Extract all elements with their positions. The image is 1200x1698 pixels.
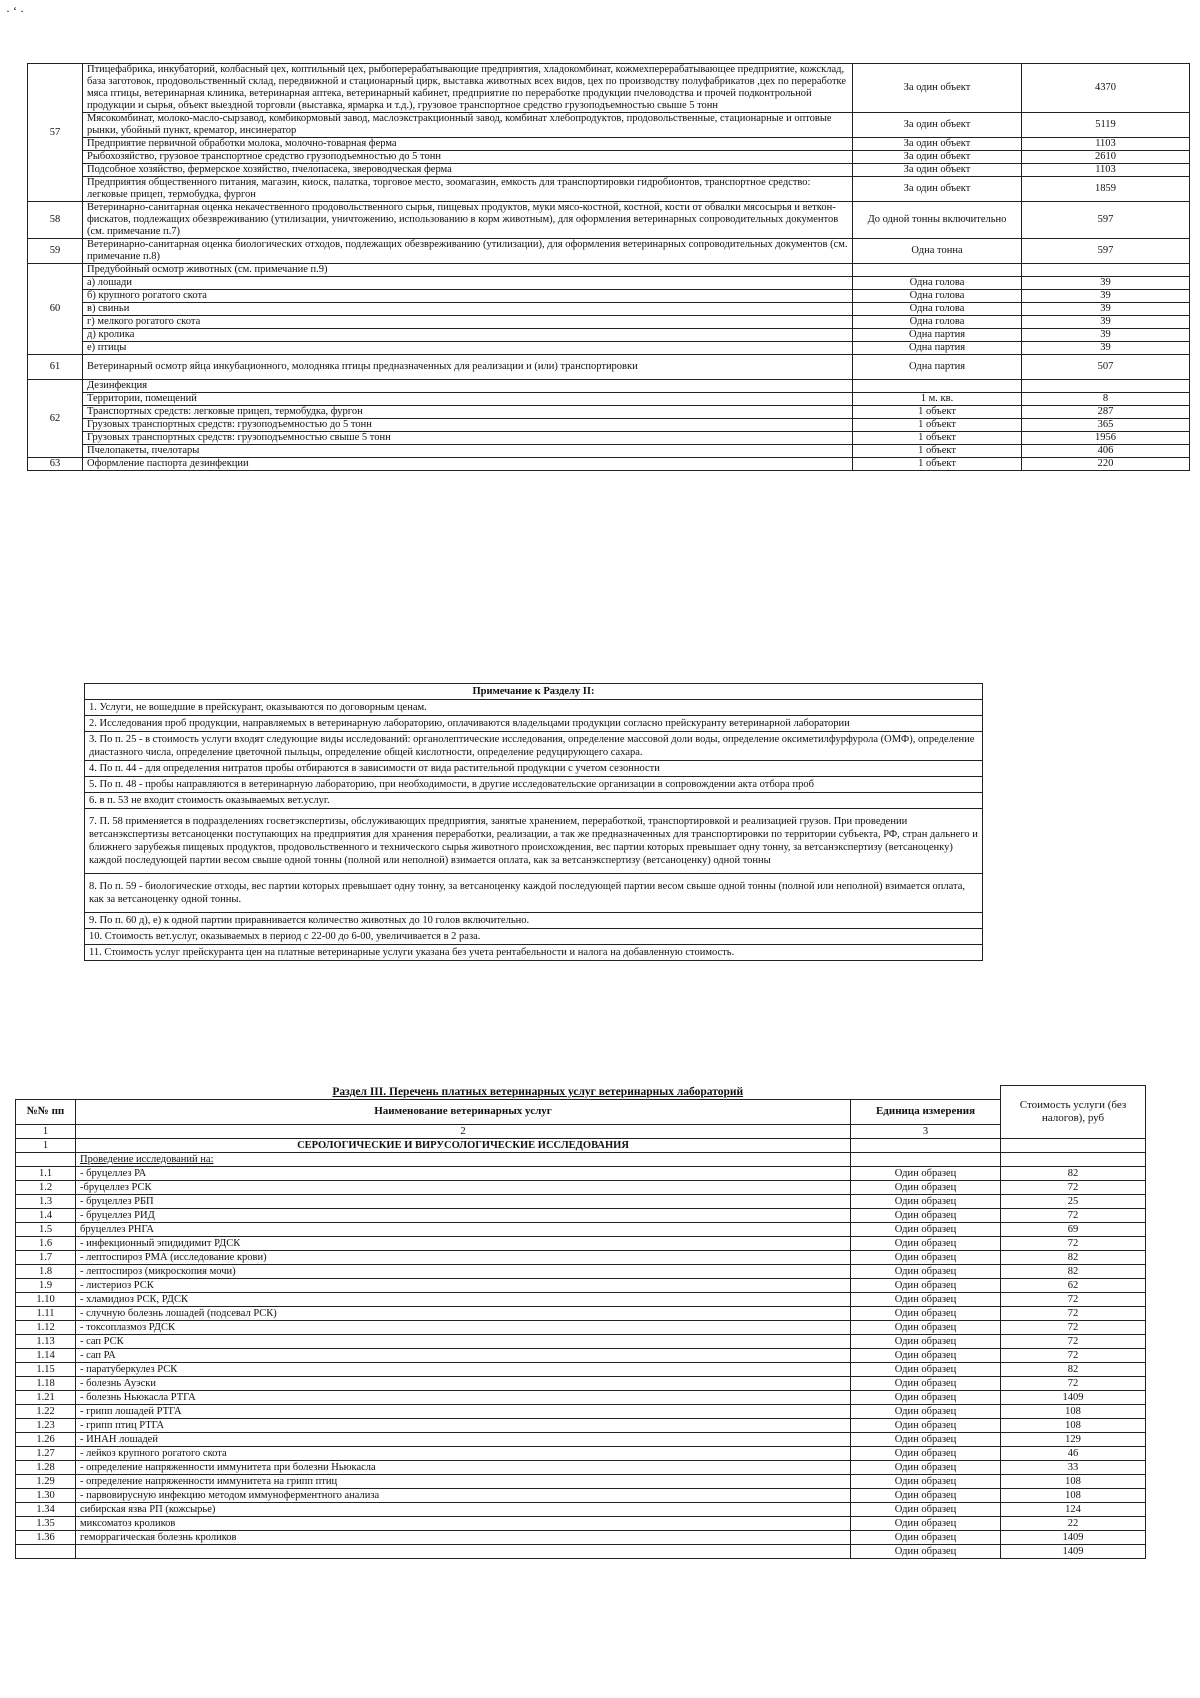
note-text: 10. Стоимость вет.услуг, оказываемых в период с 22-00 до 6-00, увеличивается в 2 раза. xyxy=(85,929,983,945)
table-row xyxy=(16,1544,1146,1558)
column-number: 2 xyxy=(76,1124,851,1138)
group-title: Дезинфекция xyxy=(83,380,853,393)
unit-of-measure: Один образец xyxy=(851,1222,1001,1236)
service-name: - бруцеллез РБП xyxy=(76,1194,851,1208)
row-code xyxy=(16,1544,76,1558)
price-value: 1409 xyxy=(1001,1530,1146,1544)
note-row xyxy=(85,913,983,929)
unit-of-measure: Один образец xyxy=(851,1502,1001,1516)
unit-of-measure: Одна голова xyxy=(853,277,1022,290)
section-title-row xyxy=(16,1086,1146,1100)
unit-of-measure: Один образец xyxy=(851,1432,1001,1446)
price-value: 39 xyxy=(1022,316,1190,329)
price-value: 33 xyxy=(1001,1460,1146,1474)
price-value xyxy=(1001,1152,1146,1166)
table-row xyxy=(16,1166,1146,1180)
price-value: 108 xyxy=(1001,1404,1146,1418)
table-row xyxy=(16,1236,1146,1250)
price-value: 129 xyxy=(1001,1432,1146,1446)
service-name: геморрагическая болезнь кроликов xyxy=(76,1530,851,1544)
price-value: 1859 xyxy=(1022,177,1190,202)
unit-of-measure: Один образец xyxy=(851,1194,1001,1208)
unit-of-measure: Один образец xyxy=(851,1166,1001,1180)
unit-of-measure: Один образец xyxy=(851,1320,1001,1334)
price-value: 72 xyxy=(1001,1334,1146,1348)
price-value: 39 xyxy=(1022,290,1190,303)
unit-of-measure: За один объект xyxy=(853,64,1022,113)
row-number: 59 xyxy=(28,239,83,264)
price-value xyxy=(1022,380,1190,393)
row-code: 1.26 xyxy=(16,1432,76,1446)
price-value: 39 xyxy=(1022,329,1190,342)
price-value: 72 xyxy=(1001,1180,1146,1194)
price-value: 507 xyxy=(1022,355,1190,380)
row-code: 1.14 xyxy=(16,1348,76,1362)
subheading-row xyxy=(16,1152,1146,1166)
table-row xyxy=(16,1446,1146,1460)
row-code: 1.23 xyxy=(16,1418,76,1432)
table-row xyxy=(28,113,1190,138)
table-row xyxy=(16,1306,1146,1320)
note-text: 7. П. 58 применяется в подразделениях госветэкспертизы, обслуживающих предприятия, занятые хранением, переработкой, транспортировкой и реализацией грузов. При проведении ветсанэкспертизы ветсаноценки поступающих на предприятия для хранения переработки, реализации, а так же предназначенных для транспортировки по территории субъекта, РФ, стран дальнего и ближнего зарубежья пищевых продуктов, продовольственного и технического сырья животного происхождения, вес партии которых превышает одну тонну, за ветсанэкспертизу (ветсаноценку) каждой последующей партии весом свыше одной тонны (полной или неполной) взимается оплата, как за ветсанэкспертизу (ветсаноценку) одной тонны xyxy=(85,809,983,874)
unit-of-measure: Один образец xyxy=(851,1474,1001,1488)
unit-of-measure: Один образец xyxy=(851,1208,1001,1222)
service-name: - инфекционный эпидидимит РДСК xyxy=(76,1236,851,1250)
service-name: - сап РА xyxy=(76,1348,851,1362)
table-row xyxy=(16,1418,1146,1432)
table-row xyxy=(16,1474,1146,1488)
service-name: -бруцеллез РСК xyxy=(76,1180,851,1194)
note-text: 6. в п. 53 не входит стоимость оказываемых вет.услуг. xyxy=(85,793,983,809)
unit-of-measure: Один образец xyxy=(851,1306,1001,1320)
table-row xyxy=(16,1222,1146,1236)
price-value: 1103 xyxy=(1022,138,1190,151)
unit-of-measure: Один образец xyxy=(851,1376,1001,1390)
table-row xyxy=(16,1516,1146,1530)
unit-of-measure: 1 м. кв. xyxy=(853,393,1022,406)
unit-of-measure: Один образец xyxy=(851,1530,1001,1544)
service-name: а) лошади xyxy=(83,277,853,290)
price-value: 220 xyxy=(1022,458,1190,471)
price-value: 69 xyxy=(1001,1222,1146,1236)
price-value: 124 xyxy=(1001,1502,1146,1516)
service-name: Мясокомбинат, молоко-масло-сырзавод, комбикормовый завод, маслоэкстракционный завод, комбинат хлебопродуктов, продовольственные, стационарные и оптовые рынки, убойный пункт, крематор, инсинератор xyxy=(83,113,853,138)
note-row xyxy=(85,761,983,777)
service-name: - парвовирусную инфекцию методом иммуноферментного анализа xyxy=(76,1488,851,1502)
service-name: - грипп лошадей РТГА xyxy=(76,1404,851,1418)
table-row xyxy=(16,1502,1146,1516)
price-value: 5119 xyxy=(1022,113,1190,138)
row-code: 1.27 xyxy=(16,1446,76,1460)
table-row xyxy=(16,1348,1146,1362)
service-name: - случную болезнь лошадей (подсевал РСК) xyxy=(76,1306,851,1320)
row-code: 1.4 xyxy=(16,1208,76,1222)
row-number: 63 xyxy=(28,458,83,471)
price-value: 4370 xyxy=(1022,64,1190,113)
row-code: 1.29 xyxy=(16,1474,76,1488)
notes-title: Примечание к Разделу II: xyxy=(85,684,983,700)
price-value: 72 xyxy=(1001,1320,1146,1334)
price-value: 82 xyxy=(1001,1166,1146,1180)
price-value: 22 xyxy=(1001,1516,1146,1530)
row-code: 1.9 xyxy=(16,1278,76,1292)
unit-of-measure: 1 объект xyxy=(853,445,1022,458)
table-row xyxy=(28,138,1190,151)
unit-of-measure: Один образец xyxy=(851,1292,1001,1306)
column-header-name: Наименование ветеринарных услуг xyxy=(76,1099,851,1124)
service-name: Транспортных средств: легковые прицеп, термобудка, фургон xyxy=(83,406,853,419)
service-name: Ветеринарно-санитарная оценка некачественного продовольственного сырья, пищевых продуктов, муки мясо-костной, костной, кости от обвалки мясосырья и ветконфискатов, подлежащих обезвреживанию (утилизации, уничтожению, использованию в корм животным), для оформления ветеринарных сопроводительных документов (см. примечание п.7) xyxy=(83,202,853,239)
table-row xyxy=(16,1460,1146,1474)
table-row xyxy=(28,355,1190,380)
price-value: 1956 xyxy=(1022,432,1190,445)
table-row xyxy=(28,177,1190,202)
row-number: 61 xyxy=(28,355,83,380)
unit-of-measure xyxy=(851,1138,1001,1152)
table-row xyxy=(16,1432,1146,1446)
service-name: - сап РСК xyxy=(76,1334,851,1348)
price-value: 597 xyxy=(1022,239,1190,264)
service-name: Птицефабрика, инкубаторий, колбасный цех, коптильный цех, рыбоперерабатывающие предприятия, хладокомбинат, кожмехперерабатывающее предприятие, кожсклад, база заготовок, продовольственный склад, передвижной и стационарный цирк, выставка животных всех видов, цех по производству полуфабрикатов ,цех по переработке мяса птицы, ветеринарная клиника, ветеринарная аптека, ветеринарный кабинет, предприятие по переработке продукции пчеловодства и прочей подконтрольной продукции и сырья, объект выездной торговли (выставка, ярмарка и т.д.), грузовое транспортное средство грузоподъемностью свыше 5 тонн xyxy=(83,64,853,113)
service-name: - хламидиоз РСК, РДСК xyxy=(76,1292,851,1306)
price-value: 2610 xyxy=(1022,151,1190,164)
row-code: 1.10 xyxy=(16,1292,76,1306)
service-name: - бруцеллез РИД xyxy=(76,1208,851,1222)
unit-of-measure: Одна голова xyxy=(853,303,1022,316)
table-row xyxy=(28,277,1190,290)
unit-of-measure: Один образец xyxy=(851,1180,1001,1194)
row-code: 1.2 xyxy=(16,1180,76,1194)
price-value: 287 xyxy=(1022,406,1190,419)
table-row xyxy=(28,432,1190,445)
price-value: 39 xyxy=(1022,277,1190,290)
price-value: 46 xyxy=(1001,1446,1146,1460)
service-name: Пчелопакеты, пчелотары xyxy=(83,445,853,458)
service-name: Ветеринарный осмотр яйца инкубационного, молодняка птицы предназначенных для реализации и (или) транспортировки xyxy=(83,355,853,380)
service-name: - грипп птиц РТГА xyxy=(76,1418,851,1432)
table-row xyxy=(16,1530,1146,1544)
corner-marks: · ʻ · xyxy=(6,4,24,18)
header-row xyxy=(16,1099,1146,1124)
row-code: 1.12 xyxy=(16,1320,76,1334)
table-row xyxy=(28,458,1190,471)
unit-of-measure: Одна партия xyxy=(853,355,1022,380)
unit-of-measure: Одна голова xyxy=(853,316,1022,329)
price-value: 39 xyxy=(1022,342,1190,355)
table-row xyxy=(16,1250,1146,1264)
table-row xyxy=(16,1362,1146,1376)
table-row xyxy=(28,419,1190,432)
service-name: сибирская язва РП (кожсырье) xyxy=(76,1502,851,1516)
price-value: 25 xyxy=(1001,1194,1146,1208)
note-text: 1. Услуги, не вошедшие в прейскурант, оказываются по договорным ценам. xyxy=(85,700,983,716)
notes-title-row xyxy=(85,684,983,700)
service-name: Подсобное хозяйство, фермерское хозяйство, пчелопасека, звероводческая ферма xyxy=(83,164,853,177)
column-header-number: №№ пп xyxy=(16,1099,76,1124)
price-value: 406 xyxy=(1022,445,1190,458)
table-row xyxy=(16,1208,1146,1222)
table-row xyxy=(28,239,1190,264)
note-text: 4. По п. 44 - для определения нитратов пробы отбираются в зависимости от вида растительной продукции с учетом сезонности xyxy=(85,761,983,777)
price-value: 72 xyxy=(1001,1236,1146,1250)
price-value: 1103 xyxy=(1022,164,1190,177)
row-number: 58 xyxy=(28,202,83,239)
table-row xyxy=(28,329,1190,342)
table-row xyxy=(16,1334,1146,1348)
column-numbers-row xyxy=(16,1124,1146,1138)
table-row xyxy=(16,1488,1146,1502)
price-value: 72 xyxy=(1001,1306,1146,1320)
unit-of-measure xyxy=(853,264,1022,277)
table-row xyxy=(16,1194,1146,1208)
unit-of-measure: 1 объект xyxy=(853,432,1022,445)
service-name: Ветеринарно-санитарная оценка биологических отходов, подлежащих обезвреживанию (утилизации), для оформления ветеринарных сопроводительных документов (см. примечание п.8) xyxy=(83,239,853,264)
row-code: 1.13 xyxy=(16,1334,76,1348)
price-value xyxy=(1001,1138,1146,1152)
section-title: Раздел III. Перечень платных ветеринарных услуг ветеринарных лабораторий xyxy=(76,1086,1001,1100)
service-name: - лептоспироз (микроскопия мочи) xyxy=(76,1264,851,1278)
price-value: 82 xyxy=(1001,1250,1146,1264)
column-header-unit: Единица измерения xyxy=(851,1099,1001,1124)
unit-of-measure: Одна голова xyxy=(853,290,1022,303)
row-code: 1.34 xyxy=(16,1502,76,1516)
unit-of-measure: За один объект xyxy=(853,138,1022,151)
table-row xyxy=(28,151,1190,164)
price-value: 72 xyxy=(1001,1292,1146,1306)
note-row xyxy=(85,700,983,716)
unit-of-measure: 1 объект xyxy=(853,458,1022,471)
unit-of-measure: Один образец xyxy=(851,1278,1001,1292)
row-number: 62 xyxy=(28,380,83,458)
service-name: - болезнь Ауэски xyxy=(76,1376,851,1390)
service-name: Грузовых транспортных средств: грузоподъемностью до 5 тонн xyxy=(83,419,853,432)
table-row xyxy=(16,1376,1146,1390)
note-text: 5. По п. 48 - пробы направляются в ветеринарную лабораторию, при необходимости, в другие исследовательские организации в сопровождении акта отбора проб xyxy=(85,777,983,793)
service-name: - паратуберкулез РСК xyxy=(76,1362,851,1376)
unit-of-measure: 1 объект xyxy=(853,406,1022,419)
table-row xyxy=(16,1278,1146,1292)
unit-of-measure: Один образец xyxy=(851,1348,1001,1362)
unit-of-measure: 1 объект xyxy=(853,419,1022,432)
unit-of-measure xyxy=(853,380,1022,393)
service-name: Территории, помещений xyxy=(83,393,853,406)
unit-of-measure: До одной тонны включительно xyxy=(853,202,1022,239)
unit-of-measure: Один образец xyxy=(851,1236,1001,1250)
column-number: 1 xyxy=(16,1124,76,1138)
row-code: 1.8 xyxy=(16,1264,76,1278)
price-value: 8 xyxy=(1022,393,1190,406)
price-value: 62 xyxy=(1001,1278,1146,1292)
unit-of-measure: Один образец xyxy=(851,1418,1001,1432)
unit-of-measure: Одна партия xyxy=(853,342,1022,355)
group-row xyxy=(16,1138,1146,1152)
service-name: - ИНАН лошадей xyxy=(76,1432,851,1446)
unit-of-measure: Одна тонна xyxy=(853,239,1022,264)
price-value: 39 xyxy=(1022,303,1190,316)
note-text: 2. Исследования проб продукции, направляемых в ветеринарную лабораторию, оплачиваются владельцами продукции согласно прейскуранту ветеринарной лаборатории xyxy=(85,716,983,732)
table-row xyxy=(16,1264,1146,1278)
service-name: Предприятие первичной обработки молока, молочно-товарная ферма xyxy=(83,138,853,151)
row-code: 1.15 xyxy=(16,1362,76,1376)
table-row xyxy=(16,1320,1146,1334)
service-name: г) мелкого рогатого скота xyxy=(83,316,853,329)
table-row xyxy=(28,380,1190,393)
unit-of-measure: За один объект xyxy=(853,177,1022,202)
note-row xyxy=(85,874,983,913)
row-code: 1.30 xyxy=(16,1488,76,1502)
price-value: 108 xyxy=(1001,1488,1146,1502)
service-name: - лейкоз крупного рогатого скота xyxy=(76,1446,851,1460)
row-code: 1.35 xyxy=(16,1516,76,1530)
row-code: 1.21 xyxy=(16,1390,76,1404)
unit-of-measure: Один образец xyxy=(851,1404,1001,1418)
row-code: 1.1 xyxy=(16,1166,76,1180)
row-code: 1.11 xyxy=(16,1306,76,1320)
unit-of-measure: Один образец xyxy=(851,1264,1001,1278)
price-value: 365 xyxy=(1022,419,1190,432)
table-row xyxy=(28,342,1190,355)
unit-of-measure: Один образец xyxy=(851,1390,1001,1404)
unit-of-measure: Один образец xyxy=(851,1362,1001,1376)
group-number: 1 xyxy=(16,1138,76,1152)
row-code: 1.5 xyxy=(16,1222,76,1236)
price-value: 108 xyxy=(1001,1418,1146,1432)
service-name: в) свиньи xyxy=(83,303,853,316)
price-value: 72 xyxy=(1001,1208,1146,1222)
service-name: Предприятия общественного питания, магазин, киоск, палатка, торговое место, зоомагазин, емкость для транспортировки гидробионтов, транспортное средство: легковые прицеп, термобудка, фургон xyxy=(83,177,853,202)
price-value: 1409 xyxy=(1001,1390,1146,1404)
table-row xyxy=(28,264,1190,277)
table-row xyxy=(28,445,1190,458)
service-name: миксоматоз кроликов xyxy=(76,1516,851,1530)
price-value: 108 xyxy=(1001,1474,1146,1488)
row-number xyxy=(16,1152,76,1166)
note-row xyxy=(85,732,983,761)
note-row xyxy=(85,945,983,961)
table-row xyxy=(28,316,1190,329)
row-code: 1.3 xyxy=(16,1194,76,1208)
row-code: 1.6 xyxy=(16,1236,76,1250)
row-code: 1.18 xyxy=(16,1376,76,1390)
row-code: 1.28 xyxy=(16,1460,76,1474)
service-name: - определение напряженности иммунитета при болезни Ньюкасла xyxy=(76,1460,851,1474)
note-text: 8. По п. 59 - биологические отходы, вес партии которых превышает одну тонну, за ветсаноценку каждой последующей партии весом свыше одной тонны (полной или неполной) взимается оплата, как за ветсаноценку одной тонны. xyxy=(85,874,983,913)
table-row xyxy=(28,406,1190,419)
column-header-price: Стоимость услуги (без налогов), руб xyxy=(1001,1086,1146,1139)
service-name: - бруцеллез РА xyxy=(76,1166,851,1180)
row-code: 1.7 xyxy=(16,1250,76,1264)
unit-of-measure: Один образец xyxy=(851,1446,1001,1460)
service-name: д) кролика xyxy=(83,329,853,342)
note-text: 11. Стоимость услуг прейскуранта цен на платные ветеринарные услуги указана без учета рентабельности и налога на добавленную стоимость. xyxy=(85,945,983,961)
table-row xyxy=(16,1292,1146,1306)
table-row xyxy=(28,164,1190,177)
table-row xyxy=(28,393,1190,406)
service-name: - лептоспироз РМА (исследование крови) xyxy=(76,1250,851,1264)
lab-services-table xyxy=(15,1085,1146,1559)
service-name: - определение напряженности иммунитета на грипп птиц xyxy=(76,1474,851,1488)
note-row xyxy=(85,777,983,793)
note-row xyxy=(85,809,983,874)
price-value xyxy=(1022,264,1190,277)
unit-of-measure: Один образец xyxy=(851,1516,1001,1530)
table-row xyxy=(28,64,1190,113)
price-value: 1409 xyxy=(1001,1544,1146,1558)
unit-of-measure: За один объект xyxy=(853,113,1022,138)
service-name: - токсоплазмоз РДСК xyxy=(76,1320,851,1334)
service-name: Рыбохозяйство, грузовое транспортное средство грузоподъемностью до 5 тонн xyxy=(83,151,853,164)
table-row xyxy=(28,202,1190,239)
note-row xyxy=(85,929,983,945)
service-name xyxy=(76,1544,851,1558)
subheading: Проведение исследований на: xyxy=(76,1152,851,1166)
price-value: 72 xyxy=(1001,1376,1146,1390)
row-number: 60 xyxy=(28,264,83,355)
service-name: - листериоз РСК xyxy=(76,1278,851,1292)
note-text: 3. По п. 25 - в стоимость услуги входят следующие виды исследований: органолептические исследования, определение массовой доли воды, определение оксиметилфурфурола (ОМФ), определение диастазного числа, определение цветочной пыльцы, определение общей кислотности, определение редуцирующего сахара. xyxy=(85,732,983,761)
note-row xyxy=(85,793,983,809)
notes-table xyxy=(84,683,983,961)
table-row xyxy=(28,290,1190,303)
price-value: 82 xyxy=(1001,1264,1146,1278)
service-name: Грузовых транспортных средств: грузоподъемностью свыше 5 тонн xyxy=(83,432,853,445)
table-row xyxy=(28,303,1190,316)
price-value: 597 xyxy=(1022,202,1190,239)
unit-of-measure: Одна партия xyxy=(853,329,1022,342)
unit-of-measure: Один образец xyxy=(851,1334,1001,1348)
column-number: 3 xyxy=(851,1124,1001,1138)
service-name: б) крупного рогатого скота xyxy=(83,290,853,303)
table-row xyxy=(16,1404,1146,1418)
service-name: Оформление паспорта дезинфекции xyxy=(83,458,853,471)
unit-of-measure: Один образец xyxy=(851,1460,1001,1474)
note-text: 9. По п. 60 д), е) к одной партии приравнивается количество животных до 10 голов включительно. xyxy=(85,913,983,929)
unit-of-measure: Один образец xyxy=(851,1488,1001,1502)
row-code: 1.22 xyxy=(16,1404,76,1418)
service-name: - болезнь Ньюкасла РТГА xyxy=(76,1390,851,1404)
row-number: 57 xyxy=(28,64,83,202)
services-table-section2 xyxy=(27,63,1190,471)
note-row xyxy=(85,716,983,732)
group-title: Предубойный осмотр животных (см. примечание п.9) xyxy=(83,264,853,277)
price-value: 72 xyxy=(1001,1348,1146,1362)
unit-of-measure: За один объект xyxy=(853,164,1022,177)
section-empty-left xyxy=(16,1086,76,1100)
group-title: СЕРОЛОГИЧЕСКИЕ И ВИРУСОЛОГИЧЕСКИЕ ИССЛЕДОВАНИЯ xyxy=(76,1138,851,1152)
unit-of-measure: Один образец xyxy=(851,1250,1001,1264)
service-name: бруцеллез РНГА xyxy=(76,1222,851,1236)
unit-of-measure: За один объект xyxy=(853,151,1022,164)
price-value: 82 xyxy=(1001,1362,1146,1376)
table-row xyxy=(16,1390,1146,1404)
unit-of-measure xyxy=(851,1152,1001,1166)
service-name: е) птицы xyxy=(83,342,853,355)
row-code: 1.36 xyxy=(16,1530,76,1544)
unit-of-measure: Один образец xyxy=(851,1544,1001,1558)
table-row xyxy=(16,1180,1146,1194)
